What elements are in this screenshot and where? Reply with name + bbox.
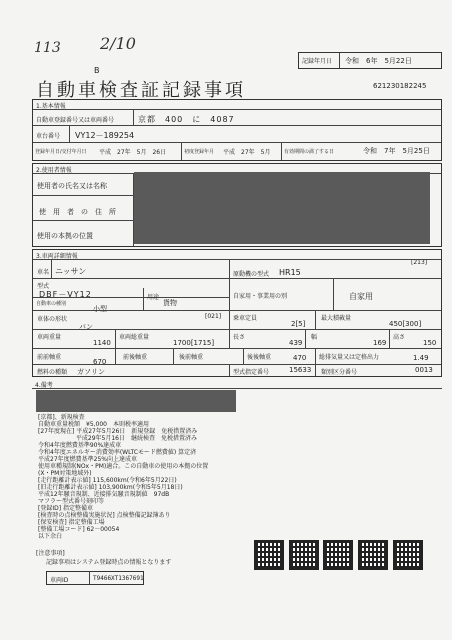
base-location-label: 使用の本拠の位置: [37, 232, 93, 240]
rear-front-axle-label: 後前軸重: [179, 354, 204, 361]
basic-info-section: [32, 99, 442, 161]
remark-line: [登録ID] 指定整備車: [38, 505, 93, 512]
remark-line: 使用車種規制(NOx・PM)適合。この自動車の使用の本拠の位置: [38, 463, 209, 470]
engine-value: HR15: [279, 268, 301, 277]
remarks-list: [38, 414, 368, 540]
qr-code-1: [254, 540, 284, 570]
remark-line: マフラー型式番号刻印等: [38, 498, 105, 505]
weight-value: 1140: [93, 339, 111, 347]
front-front-axle-value: 670: [93, 358, 107, 366]
maker-label: 車名: [37, 269, 50, 276]
maker-value: ニッサン: [55, 267, 87, 276]
front-front-axle-label: 前前軸重: [37, 354, 62, 361]
handwritten-date: 2/10: [100, 34, 136, 53]
class-number-label: 類別区分番号: [321, 369, 358, 376]
header-letter: B: [94, 66, 100, 75]
notes-text: 記録事項はシステム登録時点の情報となります: [46, 559, 172, 566]
remark-line: 平成27年度燃費基準25%向上達成車: [38, 456, 137, 463]
remark-line: 平成29年5月16日 継続検査 免税措置済み: [38, 435, 197, 442]
length-value: 439: [289, 339, 303, 347]
height-label: 高さ: [393, 334, 406, 341]
qr-code-4: [358, 540, 388, 570]
shape-label: 車体の形状: [37, 316, 68, 323]
user-address-label: 使 用 者 の 住 所: [39, 208, 116, 216]
document-number: 621230182245: [373, 82, 427, 90]
capacity-value: 2[5]: [291, 320, 306, 328]
max-load-value: 450[300]: [389, 320, 422, 328]
redacted-user-info: [134, 172, 430, 244]
first-inspection-value: 平成 27年 5月: [223, 149, 271, 156]
remark-line: [京都]、新規検査: [38, 414, 85, 421]
first-reg-label: 登録年月日/交付年月日: [35, 149, 87, 155]
class-number-value: 0013: [415, 366, 433, 374]
kind-label: 自動車の種別: [36, 301, 67, 307]
rear-rear-axle-value: 470: [293, 354, 307, 362]
private-business-value: 自家用: [349, 292, 373, 301]
width-label: 幅: [311, 334, 318, 341]
qr-code-3: [323, 540, 353, 570]
fuel-label: 燃料の種類: [37, 369, 68, 376]
model-value: DBF－VY12: [39, 290, 92, 299]
max-load-label: 最大積載量: [321, 315, 352, 322]
chassis-value: VY12－189254: [75, 131, 135, 140]
gross-weight-value: 1700[1715]: [173, 339, 215, 347]
gross-weight-label: 車両総重量: [119, 334, 150, 341]
qr-code-2: [289, 540, 319, 570]
shape-code: [021]: [205, 313, 222, 320]
qr-code-5: [393, 540, 423, 570]
chassis-label: 車台番号: [36, 133, 61, 140]
page-title: 自動車検査証記録事項: [36, 80, 246, 101]
length-label: 長さ: [233, 334, 246, 341]
expiry-value: 令和 7年 5月25日: [363, 147, 430, 155]
remark-line: 令和4年度燃費基準90%達成車: [38, 442, 122, 449]
user-section-title: 2.使用者情報: [36, 167, 72, 174]
remark-line: 平成12年騒音規制、近接排気騒音規制値 97dB: [38, 491, 170, 498]
reg-number-label: 自動車登録番号又は車両番号: [36, 117, 115, 124]
notes-title: [注意事項]: [36, 550, 65, 557]
remarks-section-title: 4.備考: [35, 382, 53, 389]
remark-line: [保安検査] 指定整備工場: [38, 519, 105, 526]
private-business-label: 自家用・事業用の別: [233, 293, 288, 300]
displacement-value: 1.49: [413, 354, 429, 362]
capacity-label: 乗車定員: [233, 315, 258, 322]
vehicle-section-title: 3.車両詳細情報: [36, 253, 78, 260]
vehicle-id-label: 車両ID: [50, 577, 69, 584]
first-inspection-label: 初度登録年月: [184, 149, 215, 155]
expiry-label: 有効期間の満了する日: [284, 149, 335, 155]
remark-line: [27年度現在] 平成27年5月26日 新規登録 免税措置済み: [38, 428, 198, 435]
record-date-box: [298, 52, 442, 69]
redacted-remarks-header: [36, 390, 236, 412]
type-number-label: 型式指定番号: [233, 369, 270, 376]
shape-value: バン: [79, 323, 93, 331]
remark-line: [走行距離計表示値] 115,600km(令和6年5月22日): [38, 477, 177, 484]
width-value: 169: [373, 339, 387, 347]
remark-line: [検査時の点検整備実施状況] 点検整備記録簿あり: [38, 512, 171, 519]
handwritten-number: 113: [34, 40, 61, 56]
basic-section-title: 1.基本情報: [36, 103, 66, 110]
weight-label: 車両重量: [37, 334, 62, 341]
first-reg-value: 平成 27年 5月 26日: [99, 149, 167, 156]
vehicle-code: [213]: [411, 259, 428, 266]
remark-line: (X・PM対策地域外): [38, 470, 92, 477]
use-value: 貨物: [163, 299, 177, 307]
remark-line: 自動車重量税額 ¥5,000 本則税率適用: [38, 421, 149, 428]
model-label: 型式: [37, 283, 50, 290]
remark-line: 以下余白: [38, 533, 63, 540]
height-value: 150: [423, 339, 437, 347]
record-date-label: 記録年月日: [302, 58, 333, 65]
type-number-value: 15633: [289, 366, 312, 374]
remark-line: [整備工場コード] 62－00054: [38, 526, 120, 533]
fuel-value: ガソリン: [77, 368, 105, 376]
remark-line: [旧走行距離計表示値] 103,900km(令和5年5月18日): [38, 484, 183, 491]
vehicle-id-value: T9466XT1367691: [93, 575, 144, 582]
rear-rear-axle-label: 後後軸重: [247, 354, 272, 361]
use-label: 用途: [147, 294, 160, 301]
record-date-value: 令和 6年 5月22日: [345, 57, 412, 65]
user-name-label: 使用者の氏名又は名称: [37, 182, 107, 190]
vehicle-id-box: [46, 571, 144, 585]
front-rear-axle-label: 前後軸重: [123, 354, 148, 361]
remark-line: 令和4年度エネルギー消費効率(WLTCモード燃費値) 算定済: [38, 449, 197, 456]
displacement-label: 総排気量又は定格出力: [319, 354, 380, 361]
engine-label: 原動機の型式: [233, 271, 270, 278]
reg-number-value: 京都 400 に 4087: [138, 115, 235, 124]
vehicle-details-section: [32, 249, 442, 377]
kind-value: 小型: [93, 305, 107, 313]
